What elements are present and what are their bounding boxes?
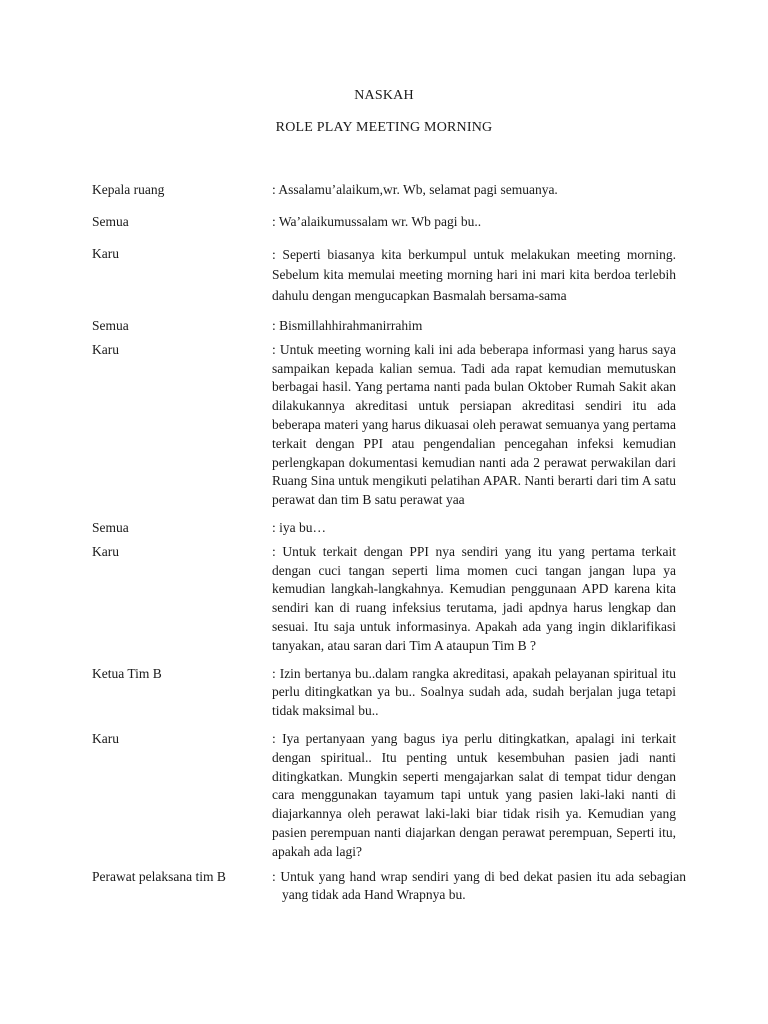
speaker-name: Karu: [92, 341, 119, 357]
dialogue-row: [92, 543, 680, 656]
dialogue-row: [92, 341, 680, 510]
dialogue-line: : Bismillahhirahmanirrahim: [272, 318, 423, 334]
dialogue-line: : Izin bertanya bu..dalam rangka akreditasi, apakah pelayanan spiritual itu perlu ditingkatkan ya bu.. Soalnya sudah ada, sudah berjalan juga tetapi tidak maksimal bu..: [272, 665, 676, 719]
speaker-name: Karu: [92, 731, 119, 747]
dialogue-line: : Seperti biasanya kita berkumpul untuk melakukan meeting morning. Sebelum kita memulai meeting morning hari ini mari kita berdoa terlebih dahulu dengan mengucapkan Basmalah bersama-sama: [272, 246, 676, 303]
dialogue-line: : Iya pertanyaan yang bagus iya perlu ditingkatkan, apalagi ini terkait dengan spiritual.. Itu penting untuk kesembuhan pasien jadi nanti ditingkatkan. Mungkin seperti mengajarkan salat di tempat tidur dengan cara menggunakan tayamum tapi untuk yang pasien laki-laki nanti di diajarkannya oleh perawat laki-laki biar tidak risih ya. Kemudian yang pasien perempuan nanti diajarkan dengan perawat perempuan, Seperti itu, apakah ada lagi?: [272, 731, 676, 859]
dialogue-line: : Untuk terkait dengan PPI nya sendiri yang itu yang pertama terkait dengan cuci tangan seperti lima momen cuci tangan jangan lupa ya kemudian langkah-langkahnya. Kemudian penggunaan APD karena kita sendiri kan di ruang infeksius terutama, jadi apdnya harus lengkap dan sesuai. Itu saja untuk informasinya. Apakah ada yang ingin diklarifikasi tanyakan, atau saran dari Tim A ataupun Tim B ?: [272, 543, 676, 653]
document-subtitle: ROLE PLAY MEETING MORNING: [275, 120, 493, 135]
dialogue-row: [92, 181, 680, 200]
dialogue-row: [92, 213, 680, 232]
dialogue-line: : Untuk meeting worning kali ini ada beberapa informasi yang harus saya sampaikan kepada kalian semua. Tadi ada rapat kemudian memutuskan berbagai hasil. Yang pertama nanti pada bulan Oktober Rumah Sakit akan dilakukannya akreditasi untuk persiapan akreditasi sendiri itu ada beberapa materi yang harus dikuasai oleh perawat semuanya yang pertama terkait dengan PPI atau pengendalian pencegahan infeksi kemudian perlengkapan dokumentasi kemudian nanti ada 2 perawat perwakilan dari Ruang Sina untuk mengikuti pelatihan APAR. Nanti berarti dari tim A satu perawat dan tim B satu perawat yaa: [272, 341, 676, 508]
speaker-name: Karu: [92, 245, 119, 261]
dialogue-row: [92, 730, 680, 862]
dialogue-line: : Untuk yang hand wrap sendiri yang di bed dekat pasien itu ada sebagian yang tidak ada Hand Wrapnya bu.: [272, 868, 686, 903]
speaker-name: Semua: [92, 213, 129, 229]
dialogue-line: : Assalamu’alaikum,wr. Wb, selamat pagi semuanya.: [272, 182, 558, 197]
document-title: NASKAH: [354, 88, 414, 103]
speaker-name: Semua: [92, 318, 129, 334]
dialogue-row: [92, 519, 680, 538]
dialogue-row: [92, 868, 686, 906]
dialogue-line: : Wa’alaikumussalam wr. Wb pagi bu..: [272, 213, 482, 229]
dialogue-row: [92, 665, 680, 721]
speaker-name: Karu: [92, 543, 119, 559]
dialogue-list: [92, 181, 686, 905]
dialogue-row: [92, 245, 680, 307]
speaker-name: Kepala ruang: [92, 182, 165, 197]
speaker-name: Semua: [92, 520, 129, 536]
dialogue-row: [92, 317, 680, 336]
speaker-name: Ketua Tim B: [92, 665, 162, 681]
speaker-name: Perawat pelaksana tim B: [92, 868, 226, 884]
dialogue-line: : iya bu…: [272, 520, 326, 536]
